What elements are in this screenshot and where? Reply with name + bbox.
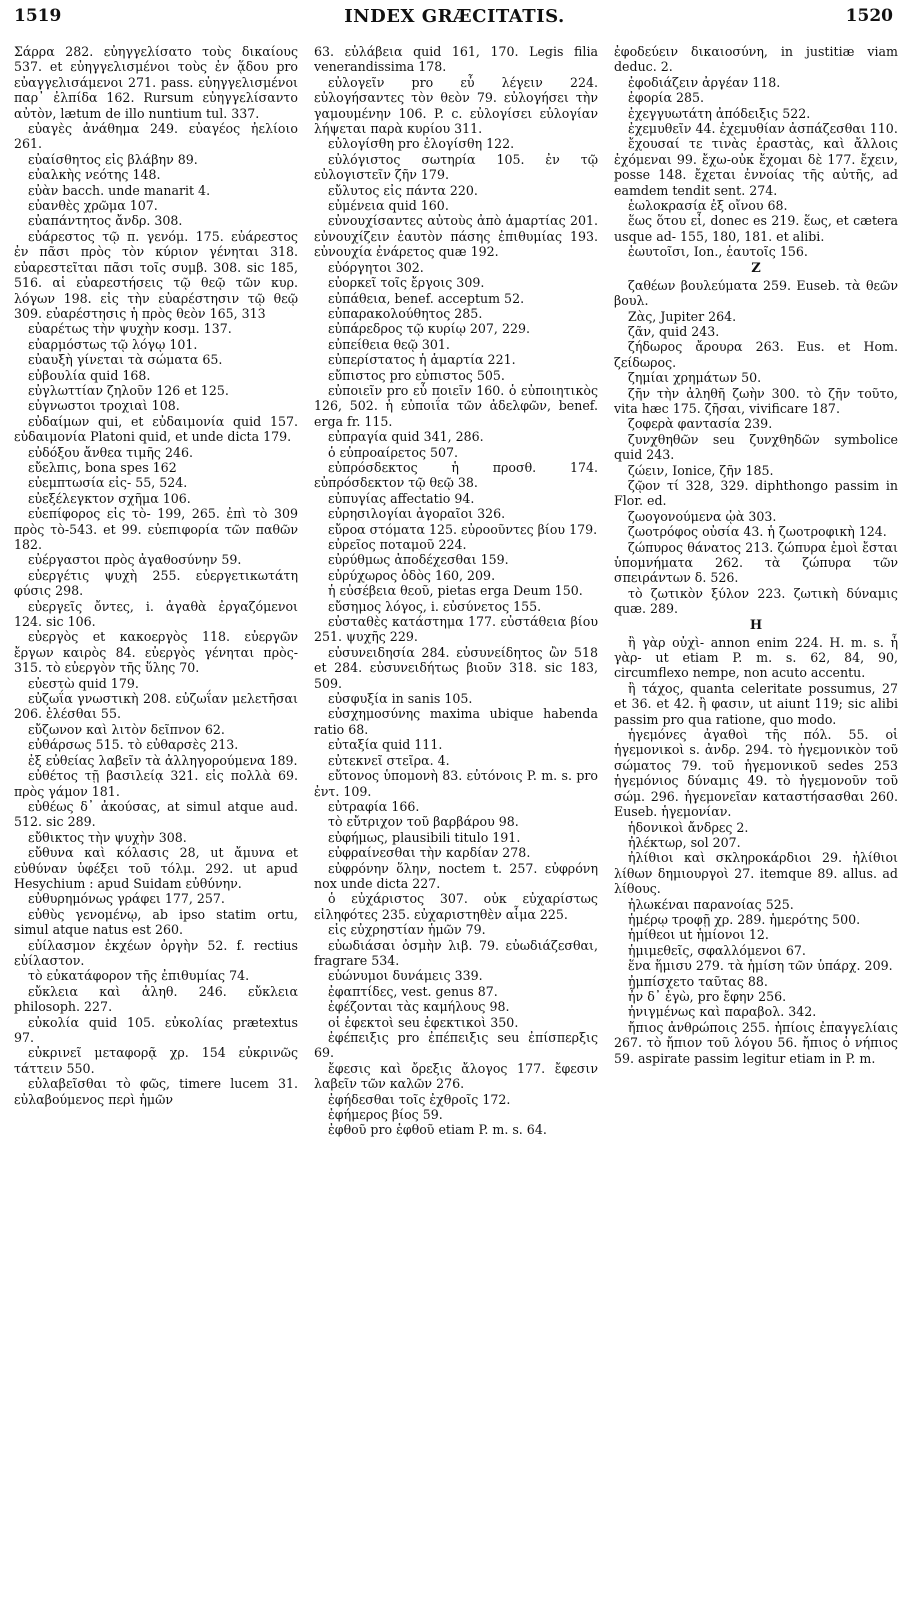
index-entry: εὔκλεια καὶ ἀληθ. 246. εὔκλεια philosoph. 227. [14,983,298,1015]
section-letter: H [749,617,763,633]
index-entry: ἔφεσις καὶ ὄρεξις ἄλογος 177. ἔφεσιν λαβεῖν τῶν καλῶν 276. [314,1060,598,1092]
index-entry: ἠλίθιοι καὶ σκληροκάρδιοι 29. ἠλίθιοι λίθων δημιουργοὶ 27. itemque 89. allus. ad λίθους. [614,850,898,897]
index-entry: εὔλυτος εἰς πάντα 220. [328,182,478,198]
index-entry: εὔροα στόματα 125. εὐροοῦντες βίου 179. [328,521,598,537]
index-entry: εὐτεκνεῖ στεῖρα. 4. [328,752,450,768]
index-entry: εὐγλωττίαν ζηλοῦν 126 et 125. [28,382,229,398]
index-entry: εὐφραίνεσθαι τὴν καρδίαν 278. [328,845,531,861]
index-entry: εὐπραγία quid 341, 286. [328,429,484,445]
index-entry: εὐόργητοι 302. [328,259,424,275]
index-entry: ἠλέκτωρ, sol 207. [628,834,741,850]
index-entry: εὐεξέλεγκτον σχῆμα 106. [28,490,191,506]
index-entry: εὐεργέτις ψυχὴ 255. εὐεργετικωτάτη φύσις 298. [14,567,298,599]
index-entry: εὐσταθὲς κατάστημα 177. εὐστάθεια βίου 251. ψυχῆς 229. [314,614,598,645]
index-entry: εὐθάρσως 515. τὸ εὐθαρσὲς 213. [28,737,239,753]
index-entry: εὐθὺς γενομένῳ, ab ipso statim ortu, simul atque natus est 260. [14,906,298,938]
index-entry: ἡ εὐσέβεια θεοῦ, pietas erga Deum 150. [328,583,583,599]
index-entry: εὐλογίσθη pro ἐλογίσθη 122. [328,136,515,152]
index-entry: εὔθυνα καὶ κόλασις 28, ut ἄμυνα et εὐθύναν ὑφέξει τοῦ τόλμ. 292. ut apud Hesychium : apud Suidam εὐθύνην. [14,845,298,891]
index-entry: ζαθέων βουλεύματα 259. Euseb. τὰ θεῶν βουλ. [614,277,898,309]
index-entry: εὐπάρεδρος τῷ κυρίῳ 207, 229. [328,321,530,337]
index-entry: εὐκρινεῖ μεταφορᾷ χρ. 154 εὐκρινῶς τάττειν 550. [14,1045,298,1076]
index-entry: ἠμπίσχετο ταῦτας 88. [628,973,768,989]
index-entry: εὐποιεῖν pro εὖ ποιεῖν 160. ὁ εὐποιητικὸς 126, 502. ἡ εὐποιΐα τῶν ἀδελφῶν, benef. erga fr. 115. [314,382,598,429]
index-entry: εὐταξία quid 111. [328,737,443,753]
index-entry: ἡγεμόνες ἀγαθοὶ τῆς πόλ. 55. οἱ ἡγεμονικοὶ s. ἀνδρ. 294. τὸ ἡγεμονικὸν τοῦ σώματος 79. τοῦ ἡγεμονικοῦ sedes 253 ἡγεμόνιος δύναμις 49. τὸ ἡγεμονοῦν τοῦ σώμ. 296. ἡγεμονεῖαν καταστήσασθαι 260. Euseb. ἡγεμονίαν. [614,727,898,820]
index-entry: εὔθικτος τὴν ψυχὴν 308. [28,829,187,845]
index-entry: εὐτραφία 166. [328,798,420,814]
page-number-right: 1520 [845,6,893,26]
index-entry: ζώπυρος θάνατος 213. ζώπυρα ἐμοὶ ἔσται ὑπομνήματα 262. τὰ ζώπυρα τῶν σπειράντων δ. 526. [614,539,898,586]
index-entry: εὐζωΐα γνωστικὴ 208. εὐζωΐαν μελετῆσαι 206. ἐλέσθαι 55. [14,691,298,722]
index-entry: εὐλόγιστος σωτηρία 105. ἐν τῷ εὐλογιστεῖν ζῆν 179. [314,151,598,183]
index-entry: ἢ γὰρ οὐχὶ- annon enim 224. H. m. s. ἦ γὰρ- ut etiam P. m. s. 62, 84, 90, circumflexo nempe, non acuto accentu. [614,634,898,681]
index-entry: ζημίαι χρημάτων 50. [628,370,762,386]
index-entry: εὐέργαστοι πρὸς ἀγαθοσύνην 59. [28,552,242,568]
index-entry: ἦν δ᾽ ἐγὼ, pro ἔφην 256. [628,988,787,1004]
index-entry: εὐθέως δ᾽ ἀκούσας, at simul atque aud. 512. sic 289. [14,798,298,830]
index-entry: εὐαλκὴς νεότης 148. [28,167,161,183]
index-entry: ὁ εὐχάριστος 307. οὐκ εὐχαρίστως εἰληφότες 235. εὐχαριστηθὲν αἷμα 225. [314,891,598,922]
index-entry: εὐρησιλογίαι ἀγοραῖοι 326. [328,506,506,522]
index-entry: ἐφέζονται τὰς καμήλους 98. [328,999,510,1015]
index-entry: ἐχεμυθεῖν 44. ἐχεμυθίαν ἀσπάζεσθαι 110. [628,121,898,137]
index-entry: εὐπάθεια, benef. acceptum 52. [328,290,525,306]
index-entry: εὐωδιάσαι ὀσμὴν λιβ. 79. εὐωδιάζεσθαι, fragrare 534. [314,937,598,968]
index-entry: εὐαπάντητος ἄνδρ. 308. [28,213,183,229]
index-entry: εὐεργεῖς ὄντες, i. ἀγαθὰ ἐργαζόμενοι 124. sic 106. [14,598,298,630]
index-entry: τὸ εὔτριχον τοῦ βαρβάρου 98. [328,814,519,830]
index-entry: εὐαρέτως τὴν ψυχὴν κοσμ. 137. [28,321,232,337]
index-entry: ἕνα ἥμισυ 279. τὰ ἡμίση τῶν ὑπάρχ. 209. [628,958,893,974]
index-entry: οἱ ἐφεκτοὶ seu ἐφεκτικοὶ 350. [328,1014,519,1030]
index-entry: εὐνουχίσαντες αὐτοὺς ἀπὸ ἁμαρτίας 201. εὐνουχίζειν ἑαυτὸν πάσης ἐπιθυμίας 193. εὐνουχία ἐνάρετος quæ 192. [314,213,598,260]
index-entry: εὐπερίστατος ἡ ἁμαρτία 221. [328,352,516,368]
index-entry: εὔπιστος pro εὐπιστος 505. [328,367,505,383]
index-entry: εὐβουλία quid 168. [28,367,151,383]
index-entry: ἢ τάχος, quanta celeritate possumus, 27 et 36. et 42. ἢ φασιν, ut aiunt 119; sic alibi passim pro qua ratione, quo modo. [614,680,898,727]
index-entry: εὐσυνειδησία 284. εὐσυνείδητος ὢν 518 et 284. εὐσυνειδήτως βιοῦν 318. sic 183, 509. [314,644,598,691]
index-entry: εὐκολία quid 105. εὐκολίας prætextus 97. [14,1014,298,1045]
index-entry: ἐφοδεύειν δικαιοσύνη, in justitiæ viam deduc. 2. [614,44,898,75]
index-entry: εἰς εὐχρηστίαν ἡμῶν 79. [328,922,486,938]
index-entry: εὐμένεια quid 160. [328,198,449,214]
index-entry: ἕως ὅτου εἶ, donec es 219. ἕως, et cætera usque ad- 155, 180, 181. et alibi. [614,213,898,244]
index-entry: ἑωλοκρασία ἐξ οἴνου 68. [628,198,788,214]
index-entry: ἠλωκέναι παρανοίας 525. [628,896,794,912]
index-entry: ζῷον τί 328, 329. diphthongo passim in Flor. ed. [614,477,898,509]
index-entry: εὐφήμως, plausibili titulo 191. [328,829,521,845]
page-number-left: 1519 [14,6,62,26]
index-entry: ἐφορία 285. [628,90,705,106]
index-entry: ἡμιμεθεῖς, σφαλλόμενοι 67. [628,942,806,958]
index-entry: εὔζωνον καὶ λιτὸν δεῖπνον 62. [28,721,225,737]
index-entry: εὐὰν bacch. unde manarit 4. [28,182,211,198]
index-entry: εὐθέτος τῇ βασιλείᾳ 321. εἰς πολλὰ 69. πρὸς γάμον 181. [14,768,298,799]
index-entry: εὐπρόσδεκτος ἡ προσθ. 174. εὐπρόσδεκτον τῷ θεῷ 38. [314,459,598,491]
index-entry: εὐδόξου ἄνθεα τιμῆς 246. [28,444,194,460]
index-entry: εὐίλασμον ἐκχέων ὀργὴν 52. f. rectius εὐίλαστον. [14,937,298,968]
index-entry: ἐφέπειξις pro ἐπέπειξις seu ἐπίσπερξις 69. [314,1030,598,1061]
running-header [0,0,909,40]
index-entry: εὐρεῖος ποταμοῦ 224. [328,537,467,552]
index-entry: ζυνχθηθῶν seu ζυνχθηδῶν symbolice quid 243. [614,431,898,463]
index-entry: εὐσφυξία in sanis 105. [328,691,473,707]
index-entry: εὐεστὼ quid 179. [28,675,139,691]
index-entry: εὐαρμόστως τῷ λόγῳ 101. [28,336,198,352]
index-entry: εὔτονος ὑπομονὴ 83. εὐτόνοις P. m. s. pro ἐντ. 109. [314,768,598,799]
index-entry: ζῆν τὴν ἀληθῆ ζωὴν 300. τὸ ζῆν τοῦτο, vita hæc 175. ζῆσαι, vivificare 187. [614,385,898,416]
index-entry: ζωογονούμενα ᾠὰ 303. [628,508,777,524]
index-entry: εὔελπις, bona spes 162 [28,459,177,475]
index-entry: εὐεπίφορος εἰς τὸ- 199, 265. ἐπὶ τὸ 309 πρὸς τὸ-543. et 99. εὐεπιφορία τῶν παθῶν 182. [14,506,298,552]
index-entry: εὐρύχωρος ὁδὸς 160, 209. [328,567,496,583]
index-entry: τὸ ζωτικὸν ξύλον 223. ζωτικὴ δύναμις quæ. 289. [614,585,898,617]
index-entry: ἐξ εὐθείας λαβεῖν τὰ ἀλληγορούμενα 189. [28,752,298,768]
index-entry: 63. εὐλάβεια quid 161, 170. Legis filia venerandissima 178. [314,44,598,75]
index-entry: ζᾶν, quid 243. [628,323,720,339]
index-entry: εὐγνωστοι τροχιαὶ 108. [28,398,180,414]
index-entry: εὐλογεῖν pro εὖ λέγειν 224. εὐλογήσαντες τὸν θεὸν 79. εὐλογήσει τὴν γαμουμένην 106. P. c. εὐλογίσει εὐλογίαν λήψεται παρὰ κυρίου 311. [314,74,598,137]
index-entry: Ζὰς, Jupiter 264. [628,308,737,324]
index-entry: εὐεργὸς et κακοεργὸς 118. εὐεργῶν ἔργων καιρὸς 84. εὐεργὸς γένηται πρὸς- 315. τὸ εὐεργὸν τῆς ὕλης 70. [14,629,298,676]
index-entry: εὐώνυμοι δυνάμεις 339. [328,968,483,984]
index-entry: Σάρρα 282. εὐηγγελίσατο τοὺς δικαίους 537. et εὐηγγελισμένοι τοὺς ἐν ᾅδου pro εὐαγγελισάμενοι 271. pass. εὐηγγελισμένοι παρ᾽ ἐλπίδα 162. Rursum εὐηγγελίσαντο αὐτὸν, lætum de illo nuntium tul. 337. [14,44,298,121]
index-entry: ἡδονικοὶ ἄνδρες 2. [628,819,749,835]
index-entry: εὐαίσθητος εἰς βλάβην 89. [28,151,198,167]
index-entry: ἐφήδεσθαι τοῖς ἐχθροῖς 172. [328,1091,511,1107]
index-entry: εὐπυγίας affectatio 94. [328,490,475,506]
index-entry: εὐανθὲς χρῶμα 107. [28,198,158,214]
index-column-2 [314,44,598,1590]
section-letter: Z [751,260,761,276]
index-entry: ἐφθοῦ pro ἑφθοῦ etiam P. m. s. 64. [328,1122,547,1138]
index-entry: ἐφαπτίδες, vest. genus 87. [328,983,498,999]
index-entry: ἐχεγγυωτάτη ἀπόδειξις 522. [628,105,811,121]
index-entry: ἤπιος ἀνθρώποις 255. ἠπίοις ἐπαγγελίαις 267. τὸ ἤπιον τοῦ λόγου 56. ἤπιος ὁ νήπιος 59. aspirate passim legitur etiam in P. m. [614,1019,898,1066]
index-entry: εὐορκεῖ τοῖς ἔργοις 309. [328,275,485,291]
index-entry: ἔχουσαί τε τινὰς ἐραστὰς, καὶ ἄλλοις ἐχόμεναι 99. ἔχω-οὐκ ἔχομαι δὲ 177. ἔχειν, posse 148. ἔχεται ἐννοίας τῆς αὐτῆς, ad eamdem tendit sent. 274. [614,136,898,198]
running-title: INDEX GRÆCITATIS. [344,6,565,27]
index-entry: εὐφρόνην ὅλην, noctem t. 257. εὐφρόνη nox unde dicta 227. [314,860,598,891]
index-entry: εὐπείθεια θεῷ 301. [328,336,450,352]
index-entry: ἐφήμερος βίος 59. [328,1107,443,1123]
index-entry: εὔσημος λόγος, i. εὐσύνετος 155. [328,598,542,614]
index-column-1 [14,44,298,1590]
index-entry: ἐφοδιάζειν ἀργέαν 118. [628,74,781,90]
index-column-3 [614,44,898,1590]
index-entry: ἡμίθεοι ut ἡμίονοι 12. [628,927,769,943]
index-entry: ζοφερὰ φαντασία 239. [628,416,773,432]
index-entry: εὐλαβεῖσθαι τὸ φῶς, timere lucem 31. εὐλαβούμενος περὶ ἡμῶν [14,1076,298,1107]
index-entry: εὐπαρακολούθητος 285. [328,305,483,321]
index-entry: ἡμέρῳ τροφῇ χρ. 289. ἡμερότης 500. [628,911,861,927]
index-entry: εὐάρεστος τῷ π. γενόμ. 175. εὐάρεστος ἐν πᾶσι πρὸς τὸν κύριον γένηται 318. εὐαρεστεῖται πᾶσι τοῖς συμβ. 308. sic 185, 516. αἱ εὐαρεστήσεις τῷ θεῷ τῶν κυρ. λόγων 198. εἰς τὴν εὐαρέστησιν τῷ θεῷ 309. εὐαρέστησις ἡ πρὸς θεὸν 165, 313 [14,228,298,321]
index-entry: τὸ εὐκατάφορον τῆς ἐπιθυμίας 74. [28,968,250,984]
index-entry: εὐαυξὴ γίνεται τὰ σώματα 65. [28,352,223,368]
index-entry: εὐθυρημόνως γράφει 177, 257. [28,891,225,907]
index-entry: εὐδαίμων qui, et εὐδαιμονία quid 157. εὐδαιμονία Platoni quid, et unde dicta 179. [14,413,298,445]
index-entry: ζήδωρος ἄρουρα 263. Eus. et Hom. ζείδωρος. [614,339,898,370]
index-entry: ἠνιγμένως καὶ παραβολ. 342. [628,1004,817,1020]
index-entry: ζωοτρόφος οὐσία 43. ἡ ζωοτροφικὴ 124. [628,524,887,540]
index-columns [14,44,898,1590]
index-entry: εὐρύθμως ἀποδέχεσθαι 159. [328,552,509,568]
index-entry: ὁ εὐπροαίρετος 507. [328,444,459,460]
index-entry: εὐσχημοσύνης maxima ubique habenda ratio 68. [314,706,598,737]
index-entry: εὐαγὲς ἀνάθημα 249. εὐαγέος ἠελίοιο 261. [14,121,298,152]
index-entry: ζώειν, Ionice, ζῆν 185. [628,462,774,478]
index-entry: εὐεμπτωσία εἰς- 55, 524. [28,475,188,491]
index-entry: ἑωυτοῖσι, Ion., ἑαυτοῖς 156. [628,244,808,260]
